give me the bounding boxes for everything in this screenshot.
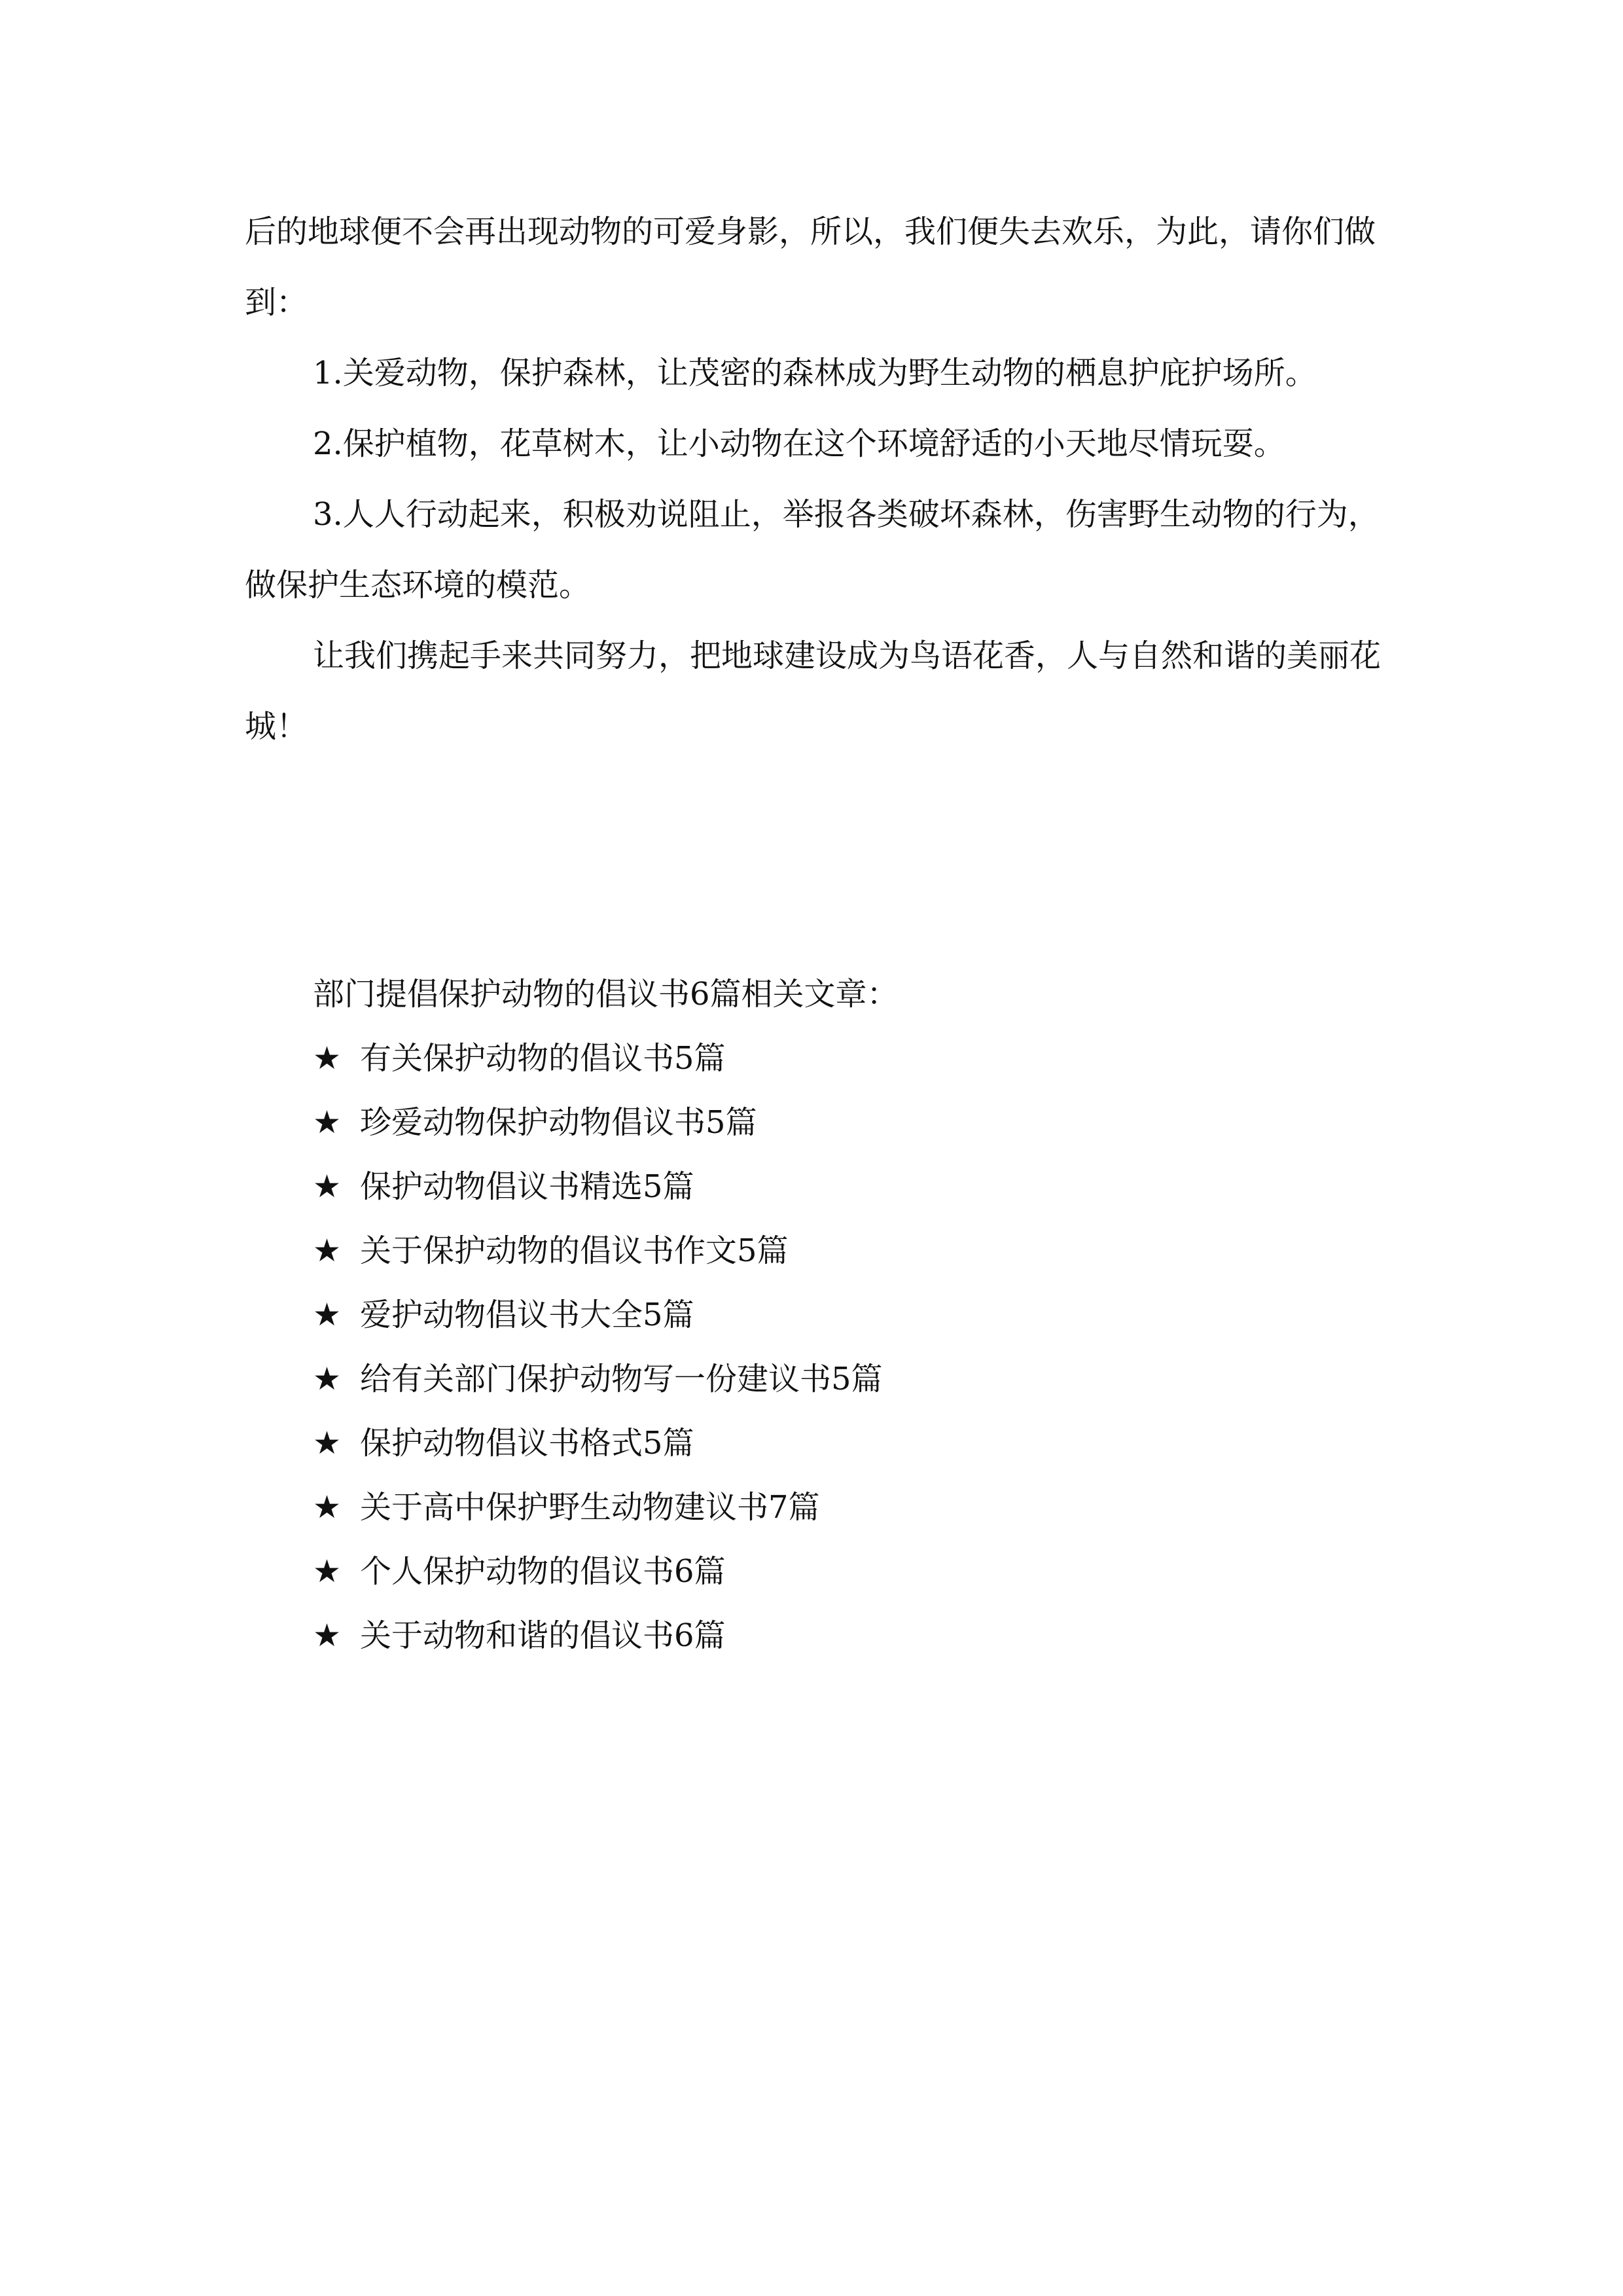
related-article-link[interactable] bbox=[313, 1155, 1360, 1219]
related-article-link[interactable] bbox=[313, 1090, 1360, 1155]
star-icon: ★ bbox=[313, 1168, 342, 1205]
related-article-link[interactable] bbox=[313, 1604, 1360, 1668]
related-article-title[interactable]: 关于保护动物的倡议书作文5篇 bbox=[360, 1232, 789, 1269]
star-icon: ★ bbox=[313, 1040, 342, 1077]
star-icon: ★ bbox=[313, 1297, 342, 1333]
letter-point-2: 2.保护植物，花草树木，让小动物在这个环境舒适的小天地尽情玩耍。 bbox=[313, 425, 1285, 462]
related-article-title[interactable]: 给有关部门保护动物写一份建议书5篇 bbox=[360, 1361, 883, 1397]
letter-point-1: 1.关爱动物，保护森林，让茂密的森林成为野生动物的栖息护庇护场所。 bbox=[313, 355, 1317, 391]
related-articles-heading: 部门提倡保护动物的倡议书6篇相关文章： bbox=[313, 976, 899, 1013]
related-article-title[interactable]: 保护动物倡议书精选5篇 bbox=[360, 1168, 694, 1205]
related-article-title[interactable]: 关于高中保护野生动物建议书7篇 bbox=[360, 1489, 820, 1526]
letter-paragraph-continuation: 后的地球便不会再出现动物的可爱身影，所以，我们便失去欢乐，为此，请你们做到： bbox=[245, 213, 1376, 321]
related-articles bbox=[313, 962, 1360, 1668]
letter-body bbox=[245, 196, 1383, 762]
star-icon: ★ bbox=[313, 1425, 342, 1462]
star-icon: ★ bbox=[313, 1232, 342, 1269]
star-icon: ★ bbox=[313, 1617, 342, 1654]
related-article-link[interactable] bbox=[313, 1475, 1360, 1539]
related-article-title[interactable]: 关于动物和谐的倡议书6篇 bbox=[360, 1617, 726, 1654]
star-icon: ★ bbox=[313, 1553, 342, 1590]
related-article-title[interactable]: 珍爱动物保护动物倡议书5篇 bbox=[360, 1104, 757, 1141]
related-article-link[interactable] bbox=[313, 1347, 1360, 1411]
related-article-title[interactable]: 保护动物倡议书格式5篇 bbox=[360, 1425, 694, 1462]
related-article-link[interactable] bbox=[313, 1283, 1360, 1347]
star-icon: ★ bbox=[313, 1104, 342, 1141]
star-icon: ★ bbox=[313, 1489, 342, 1526]
related-article-link[interactable] bbox=[313, 1219, 1360, 1283]
related-article-link[interactable] bbox=[313, 1026, 1360, 1090]
related-articles-list bbox=[313, 1026, 1360, 1668]
related-article-link[interactable] bbox=[313, 1539, 1360, 1604]
letter-closing: 让我们携起手来共同努力，把地球建设成为鸟语花香，人与自然和谐的美丽花城！ bbox=[245, 637, 1382, 745]
related-article-title[interactable]: 爱护动物倡议书大全5篇 bbox=[360, 1297, 694, 1333]
related-article-title[interactable]: 有关保护动物的倡议书5篇 bbox=[360, 1040, 726, 1077]
related-article-title[interactable]: 个人保护动物的倡议书6篇 bbox=[360, 1553, 726, 1590]
star-icon: ★ bbox=[313, 1361, 342, 1397]
related-article-link[interactable] bbox=[313, 1411, 1360, 1475]
letter-point-3: 3.人人行动起来，积极劝说阻止，举报各类破坏森林，伤害野生动物的行为，做保护生态环境的模范。 bbox=[245, 496, 1380, 603]
